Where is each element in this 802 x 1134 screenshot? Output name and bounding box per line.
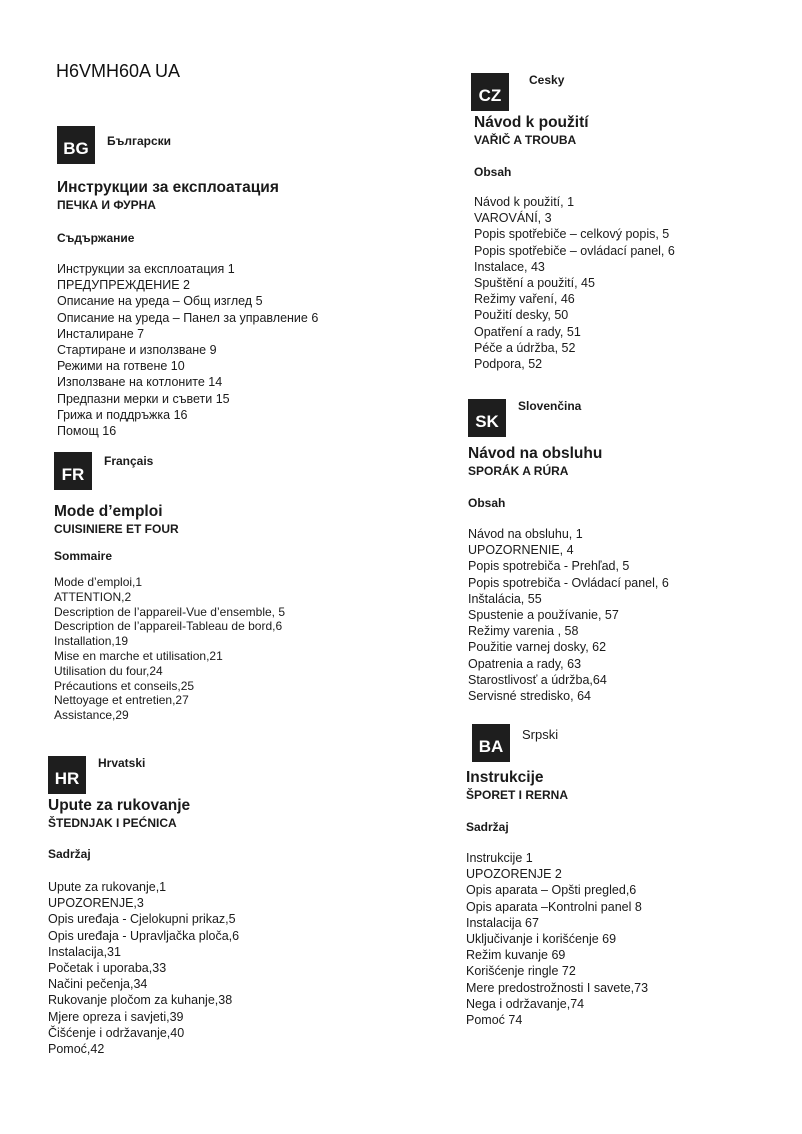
toc-item: Popis spotrebiča - Prehľad, 5 [468,559,630,574]
toc-item: Description de l’appareil-Vue d’ensemble, 5 [54,604,286,619]
toc-item: Opis aparata – Opšti pregled,6 [466,883,637,898]
toc-item: Mise en marche et utilisation,21 [54,648,223,663]
section-title: Návod na obsluhu [468,445,603,462]
toc-item: Инсталиране 7 [57,326,145,341]
section-subtitle: ŠTEDNJAK I PEĆNICA [48,816,177,830]
toc-item: Popis spotřebiče – ovládací panel, 6 [474,243,675,258]
language-name: Български [107,134,172,148]
section-subtitle: ПЕЧКА И ФУРНА [57,198,156,212]
language-name: Srpski [522,727,559,742]
toc-item: Servisné stredisko, 64 [468,689,591,704]
toc-item: Инструкции за експлоатация 1 [57,262,235,276]
section-title: Návod k použití [474,114,589,131]
toc-item: Instrukcije 1 [466,851,533,865]
toc-label: Obsah [474,165,512,179]
language-badge: CZ [471,73,509,111]
toc-item: Помощ 16 [57,424,117,439]
toc-item: Грижа и поддръжка 16 [57,407,188,422]
toc-item: Spustenie a používanie, 57 [468,608,619,623]
toc-item: Podpora, 52 [474,357,543,372]
toc-item: Početak i uporaba,33 [48,961,167,976]
toc-item: Instalacija,31 [48,944,121,959]
toc-item: Opis uređaja - Upravljačka ploča,6 [48,928,240,943]
section-subtitle: VAŘIČ A TROUBA [474,133,577,147]
toc-list [466,850,648,1028]
toc-list [474,194,675,372]
toc-item: ПРЕДУПРЕЖДЕНИЕ 2 [57,278,190,293]
section-ba [466,724,649,1028]
toc-item: Описание на уреда – Панел за управление 6 [57,310,319,325]
toc-label: Sadržaj [466,820,509,834]
toc-item: Précautions et conseils,25 [54,678,195,693]
toc-item: Použitie varnej dosky, 62 [468,640,607,655]
toc-item: Čišćenje i održavanje,40 [48,1025,185,1040]
toc-item: Inštalácia, 55 [468,591,542,606]
section-subtitle: CUISINIERE ET FOUR [54,522,179,536]
toc-item: Mere predostrožnosti I savete,73 [466,980,649,995]
language-name: Hrvatski [98,756,146,770]
toc-item: Režimy varenia , 58 [468,624,579,639]
section-subtitle: SPORÁK A RÚRA [468,464,569,478]
language-name: Cesky [529,73,565,87]
toc-label: Съдържание [57,231,135,245]
toc-item: Nega i održavanje,74 [466,996,585,1011]
toc-item: Instalace, 43 [474,259,545,274]
toc-item: Стартиране и използване 9 [57,343,217,358]
toc-list [57,261,318,439]
toc-label: Sadržaj [48,847,91,861]
toc-item: Opis uređaja - Cjelokupni prikaz,5 [48,912,236,927]
language-badge: BA [472,724,510,762]
toc-item: Režim kuvanje 69 [466,948,566,963]
toc-item: Pomoć,42 [48,1042,105,1057]
toc-item: Návod na obsluhu, 1 [468,527,583,541]
section-bg [57,126,318,439]
toc-item: Описание на уреда – Общ изглед 5 [57,294,263,309]
language-name: Slovenčina [518,399,582,413]
toc-item: Péče a údržba, 52 [474,340,576,355]
section-title: Mode d’emploi [54,503,163,520]
toc-item: Korišćenje ringle 72 [466,964,576,979]
toc-item: Popis spotrebiča - Ovládací panel, 6 [468,575,669,590]
language-badge: BG [57,126,95,164]
language-badge: HR [48,756,86,794]
toc-item: VAROVÁNÍ, 3 [474,211,552,226]
language-badge: SK [468,399,506,437]
toc-item: Режими на готвене 10 [57,359,185,374]
section-hr [48,756,239,1057]
toc-item: Mjere opreza i savjeti,39 [48,1009,184,1024]
toc-item: Installation,19 [54,634,129,649]
section-title: Upute za rukovanje [48,797,191,814]
model-number: H6VMH60A UA [56,61,181,81]
toc-list [48,879,239,1057]
toc-item: UPOZORNENIE, 4 [468,543,574,558]
toc-item: Spuštění a použití, 45 [474,276,595,291]
toc-item: Mode d’emploi,1 [54,575,143,589]
section-subtitle: ŠPORET I RERNA [466,788,569,802]
toc-item: Rukovanje pločom za kuhanje,38 [48,993,233,1008]
section-sk [468,399,669,704]
toc-item: Návod k použití, 1 [474,195,575,209]
toc-item: UPOZORENJE,3 [48,896,144,911]
toc-item: Opis aparata –Kontrolni panel 8 [466,899,642,914]
toc-item: Използване на котлоните 14 [57,375,223,390]
toc-item: Uključivanje i korišćenje 69 [466,932,617,947]
toc-item: Režimy vaření, 46 [474,292,575,307]
toc-item: Popis spotřebiče – celkový popis, 5 [474,227,670,242]
toc-item: ATTENTION,2 [54,589,132,604]
language-badge: FR [54,452,92,490]
toc-item: UPOZORENJE 2 [466,867,562,882]
toc-item: Assistance,29 [54,708,129,723]
toc-item: Pomoć 74 [466,1013,523,1028]
toc-item: Opatření a rady, 51 [474,324,581,339]
toc-item: Opatrenia a rady, 63 [468,656,582,671]
toc-list [468,526,669,704]
toc-item: Načini pečenja,34 [48,977,148,992]
toc-item: Description de l’appareil-Tableau de bord,6 [54,619,283,634]
toc-item: Utilisation du four,24 [54,663,163,678]
toc-item: Starostlivosť a údržba,64 [468,672,607,687]
toc-label: Sommaire [54,549,113,563]
toc-item: Предпазни мерки и съвети 15 [57,391,230,406]
toc-item: Nettoyage et entretien,27 [54,693,189,708]
toc-list [54,575,285,723]
toc-label: Obsah [468,496,506,510]
toc-item: Upute za rukovanje,1 [48,880,167,894]
language-name: Français [104,454,154,468]
toc-item: Použití desky, 50 [474,308,569,323]
section-fr [54,452,285,723]
section-cz [471,73,675,372]
section-title: Инструкции за експлоатация [57,179,279,196]
section-title: Instrukcije [466,769,544,786]
toc-item: Instalacija 67 [466,915,539,930]
